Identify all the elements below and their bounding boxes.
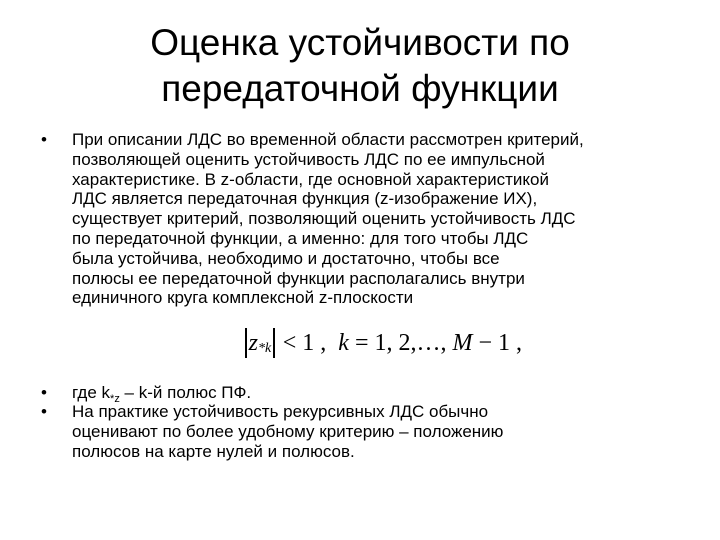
paragraph-line: единичного круга комплексной z-плоскости [72, 288, 414, 308]
paragraph-line: полюсы ее передаточной функции располагались внутри [72, 268, 525, 288]
paragraph-line: позволяющей оценить устойчивость ЛДС по ее импульсной [72, 149, 545, 169]
practice-line: полюсов на карте нулей и полюсов. [72, 441, 355, 461]
title-line-1: Оценка устойчивости по [150, 22, 570, 63]
formula-index-var: k [338, 330, 349, 356]
practice-line: оценивают по более удобному критерию – положению [72, 421, 504, 441]
formula-range: = 1, 2,…, [348, 330, 453, 356]
paragraph-line: была устойчива, необходимо и достаточно, чтобы все [72, 248, 500, 268]
slide-title [60, 20, 660, 112]
paragraph-line: ЛДС является передаточная функция (z-изображение ИХ), [72, 189, 538, 209]
stability-formula [243, 325, 522, 361]
formula-variable: z [248, 330, 258, 356]
formula-tail: − 1 , [472, 330, 523, 356]
formula-m-var: M [452, 330, 473, 356]
title-line-2: передаточной функции [161, 68, 559, 109]
abs-bar-right [273, 328, 275, 358]
pole-suffix: – k-й полюс ПФ. [119, 383, 252, 402]
paragraph-line: При описании ЛДС во временной области рассмотрен критерий, [72, 130, 584, 149]
paragraph-line: существует критерий, позволяющий оценить устойчивость ЛДС [72, 209, 576, 229]
formula-subscript: *k [257, 341, 272, 356]
bullet-stability-criterion [38, 130, 688, 308]
paragraph-line: по передаточной функции, а именно: для того чтобы ЛДС [72, 228, 529, 248]
formula-relation: < 1 , [276, 330, 339, 356]
paragraph-line: характеристике. В z-области, где основной характеристикой [72, 169, 549, 189]
pole-prefix: где k [72, 383, 111, 402]
bullet-marker: • [41, 402, 47, 421]
practice-line: На практике устойчивость рекурсивных ЛДС обычно [72, 402, 489, 421]
bullet-marker: • [41, 383, 47, 402]
abs-bar-left [245, 328, 247, 358]
bullet-practice [38, 402, 688, 461]
bullet-marker: • [41, 130, 47, 149]
pole-subscript: *z [110, 393, 120, 405]
